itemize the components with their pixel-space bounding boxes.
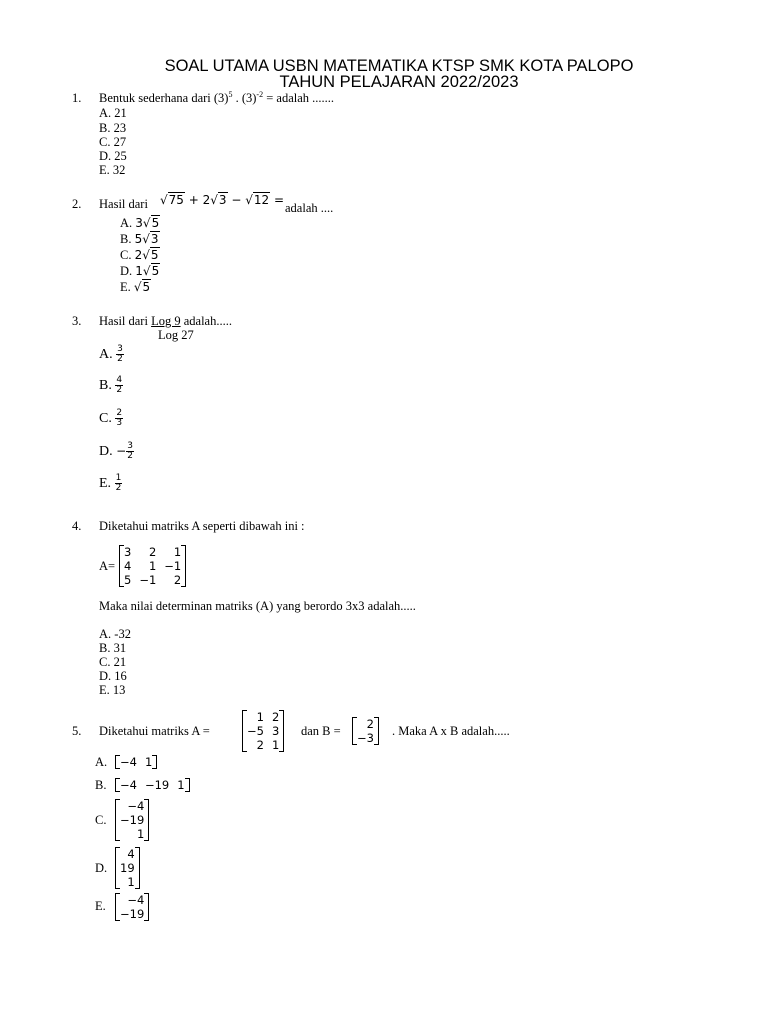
- q4-option-e: E. 13: [99, 683, 126, 697]
- q2-tail: adalah ....: [285, 201, 334, 215]
- q3-fraction-b: $\frac{4}{2}$: [116, 374, 123, 396]
- q3-text-lead: Hasil dari: [99, 314, 152, 328]
- q2-option-b: B. 5√3: [120, 232, 159, 246]
- q5-option-b-label: B.: [95, 778, 107, 792]
- q5-matrix-a-cell: −5: [247, 724, 264, 738]
- q4-option-c: C. 21: [99, 655, 127, 669]
- q3-option-c: C. $\frac{2}{3}$: [99, 407, 123, 429]
- page-subtitle: TAHUN PELAJARAN 2022/2023: [279, 73, 519, 91]
- q3-fraction-c: $\frac{2}{3}$: [116, 407, 123, 429]
- q1-number: 1.: [72, 91, 82, 105]
- q2-option-d: D. 1√5: [120, 264, 160, 278]
- q5-option-c-cell: −19: [120, 813, 145, 827]
- q4-matrix-label: A=: [99, 559, 116, 573]
- q5-option-c-cell: 1: [136, 827, 145, 841]
- q1-option-d: D. 25: [99, 149, 127, 163]
- q2-equals: =: [270, 193, 285, 207]
- q2-radical-2: √3: [210, 193, 227, 207]
- q3-numerator: Log 9: [151, 314, 181, 328]
- q5-matrix-a: [242, 710, 284, 752]
- q5-option-e-cell: −4: [127, 893, 145, 907]
- q5-option-d-label: D.: [95, 861, 108, 875]
- q5-number: 5.: [72, 724, 82, 738]
- q3-option-d: D. − $\frac{3}{2}$: [99, 440, 133, 462]
- q5-option-d-matrix: [115, 847, 140, 889]
- q1-exponent-2: -2: [256, 90, 264, 99]
- q5-text-b: dan B =: [301, 724, 341, 738]
- q2-expression: [160, 194, 284, 206]
- q4-text: Diketahui matriks A seperti dibawah ini :: [99, 519, 305, 533]
- q5-matrix-b: [352, 717, 379, 745]
- q5-option-a-matrix: [115, 755, 157, 769]
- q5-option-a-label: A.: [95, 755, 108, 769]
- q4-matrix: [119, 545, 186, 587]
- q4-matrix-cell: 1: [173, 545, 182, 559]
- q4-matrix-cell: 4: [124, 559, 132, 573]
- q2-option-c: C. 2√5: [120, 248, 159, 262]
- q3-text-tail: adalah.....: [180, 314, 232, 328]
- q5-option-c-matrix: [115, 799, 149, 841]
- q4-matrix-cell: 2: [173, 573, 182, 587]
- q1-option-e: E. 32: [99, 163, 126, 177]
- q2-radical-3: √12: [245, 193, 270, 207]
- q1-option-b: B. 23: [99, 121, 127, 135]
- q5-option-d-cell: 4: [127, 847, 135, 861]
- q1-text-a: Bentuk sederhana dari (3): [99, 91, 229, 105]
- q4-matrix-cell: −1: [139, 573, 157, 587]
- q3-option-a: A. $\frac{3}{2}$: [99, 343, 123, 365]
- q5-option-b-cell: 1: [177, 778, 185, 792]
- q5-option-e-cell: −19: [120, 907, 145, 921]
- q5-option-d-cell: 1: [127, 875, 135, 889]
- q1-option-c: C. 27: [99, 135, 127, 149]
- q3-text: [99, 315, 232, 328]
- q5-text-c: . Maka A x B adalah.....: [392, 724, 510, 738]
- q5-option-b-cell: −4: [120, 778, 137, 792]
- q3-option-b: B. $\frac{4}{2}$: [99, 374, 123, 396]
- q4-matrix-cell: 1: [148, 559, 157, 573]
- q2-minus: −: [227, 193, 246, 207]
- q2-radical-1: √75: [160, 193, 184, 207]
- q2-text: Hasil dari: [99, 197, 148, 211]
- q5-matrix-a-cell: 2: [256, 738, 264, 752]
- q5-option-c-cell: −4: [127, 799, 145, 813]
- q5-option-e-label: E.: [95, 899, 106, 913]
- q4-option-d: D. 16: [99, 669, 127, 683]
- q5-option-a-cell: 1: [144, 755, 153, 769]
- q3-number: 3.: [72, 314, 82, 328]
- q4-number: 4.: [72, 519, 82, 533]
- q4-matrix-cell: 5: [124, 573, 132, 587]
- q5-option-b-matrix: [115, 778, 190, 792]
- q5-matrix-a-cell: 3: [271, 724, 280, 738]
- q1-exponent-1: 5: [228, 90, 233, 99]
- q5-matrix-b-cell: −3: [357, 731, 374, 745]
- q5-option-a-cell: −4: [120, 755, 137, 769]
- q3-fraction-d: $\frac{3}{2}$: [127, 440, 133, 462]
- q5-option-b-cell: −19: [144, 778, 170, 792]
- q4-option-a: A. -32: [99, 627, 131, 641]
- q4-matrix-cell: −1: [164, 559, 182, 573]
- q1-text: [99, 92, 334, 105]
- q1-text-c: = adalah .......: [263, 91, 335, 105]
- q5-option-d-cell: 19: [120, 861, 135, 875]
- q4-matrix-cell: 2: [148, 545, 157, 559]
- q5-matrix-b-cell: 2: [366, 717, 374, 731]
- q5-matrix-a-cell: 2: [271, 710, 280, 724]
- q4-question: Maka nilai determinan matriks (A) yang berordo 3x3 adalah.....: [99, 599, 416, 613]
- q5-matrix-a-cell: 1: [271, 738, 280, 752]
- q3-denominator: Log 27: [158, 328, 194, 342]
- q5-option-e-matrix: [115, 893, 149, 921]
- q2-plus: + 2: [184, 193, 211, 207]
- q4-option-b: B. 31: [99, 641, 127, 655]
- q1-option-a: A. 21: [99, 106, 127, 120]
- q2-option-e: E. √5: [120, 280, 151, 294]
- q5-matrix-a-cell: 1: [256, 710, 264, 724]
- q4-matrix-cell: 3: [124, 545, 132, 559]
- q2-option-a: A. 3√5: [120, 216, 160, 230]
- q5-option-c-label: C.: [95, 813, 107, 827]
- q3-fraction-a: $\frac{3}{2}$: [117, 343, 123, 365]
- q3-option-e: E. $\frac{1}{2}$: [99, 472, 122, 494]
- page-title: SOAL UTAMA USBN MATEMATIKA KTSP SMK KOTA PALOPO: [164, 57, 634, 75]
- q1-text-b: . (3): [232, 91, 257, 105]
- q2-number: 2.: [72, 197, 82, 211]
- q5-text-a: Diketahui matriks A =: [99, 724, 210, 738]
- q3-fraction-e: $\frac{1}{2}$: [115, 472, 122, 494]
